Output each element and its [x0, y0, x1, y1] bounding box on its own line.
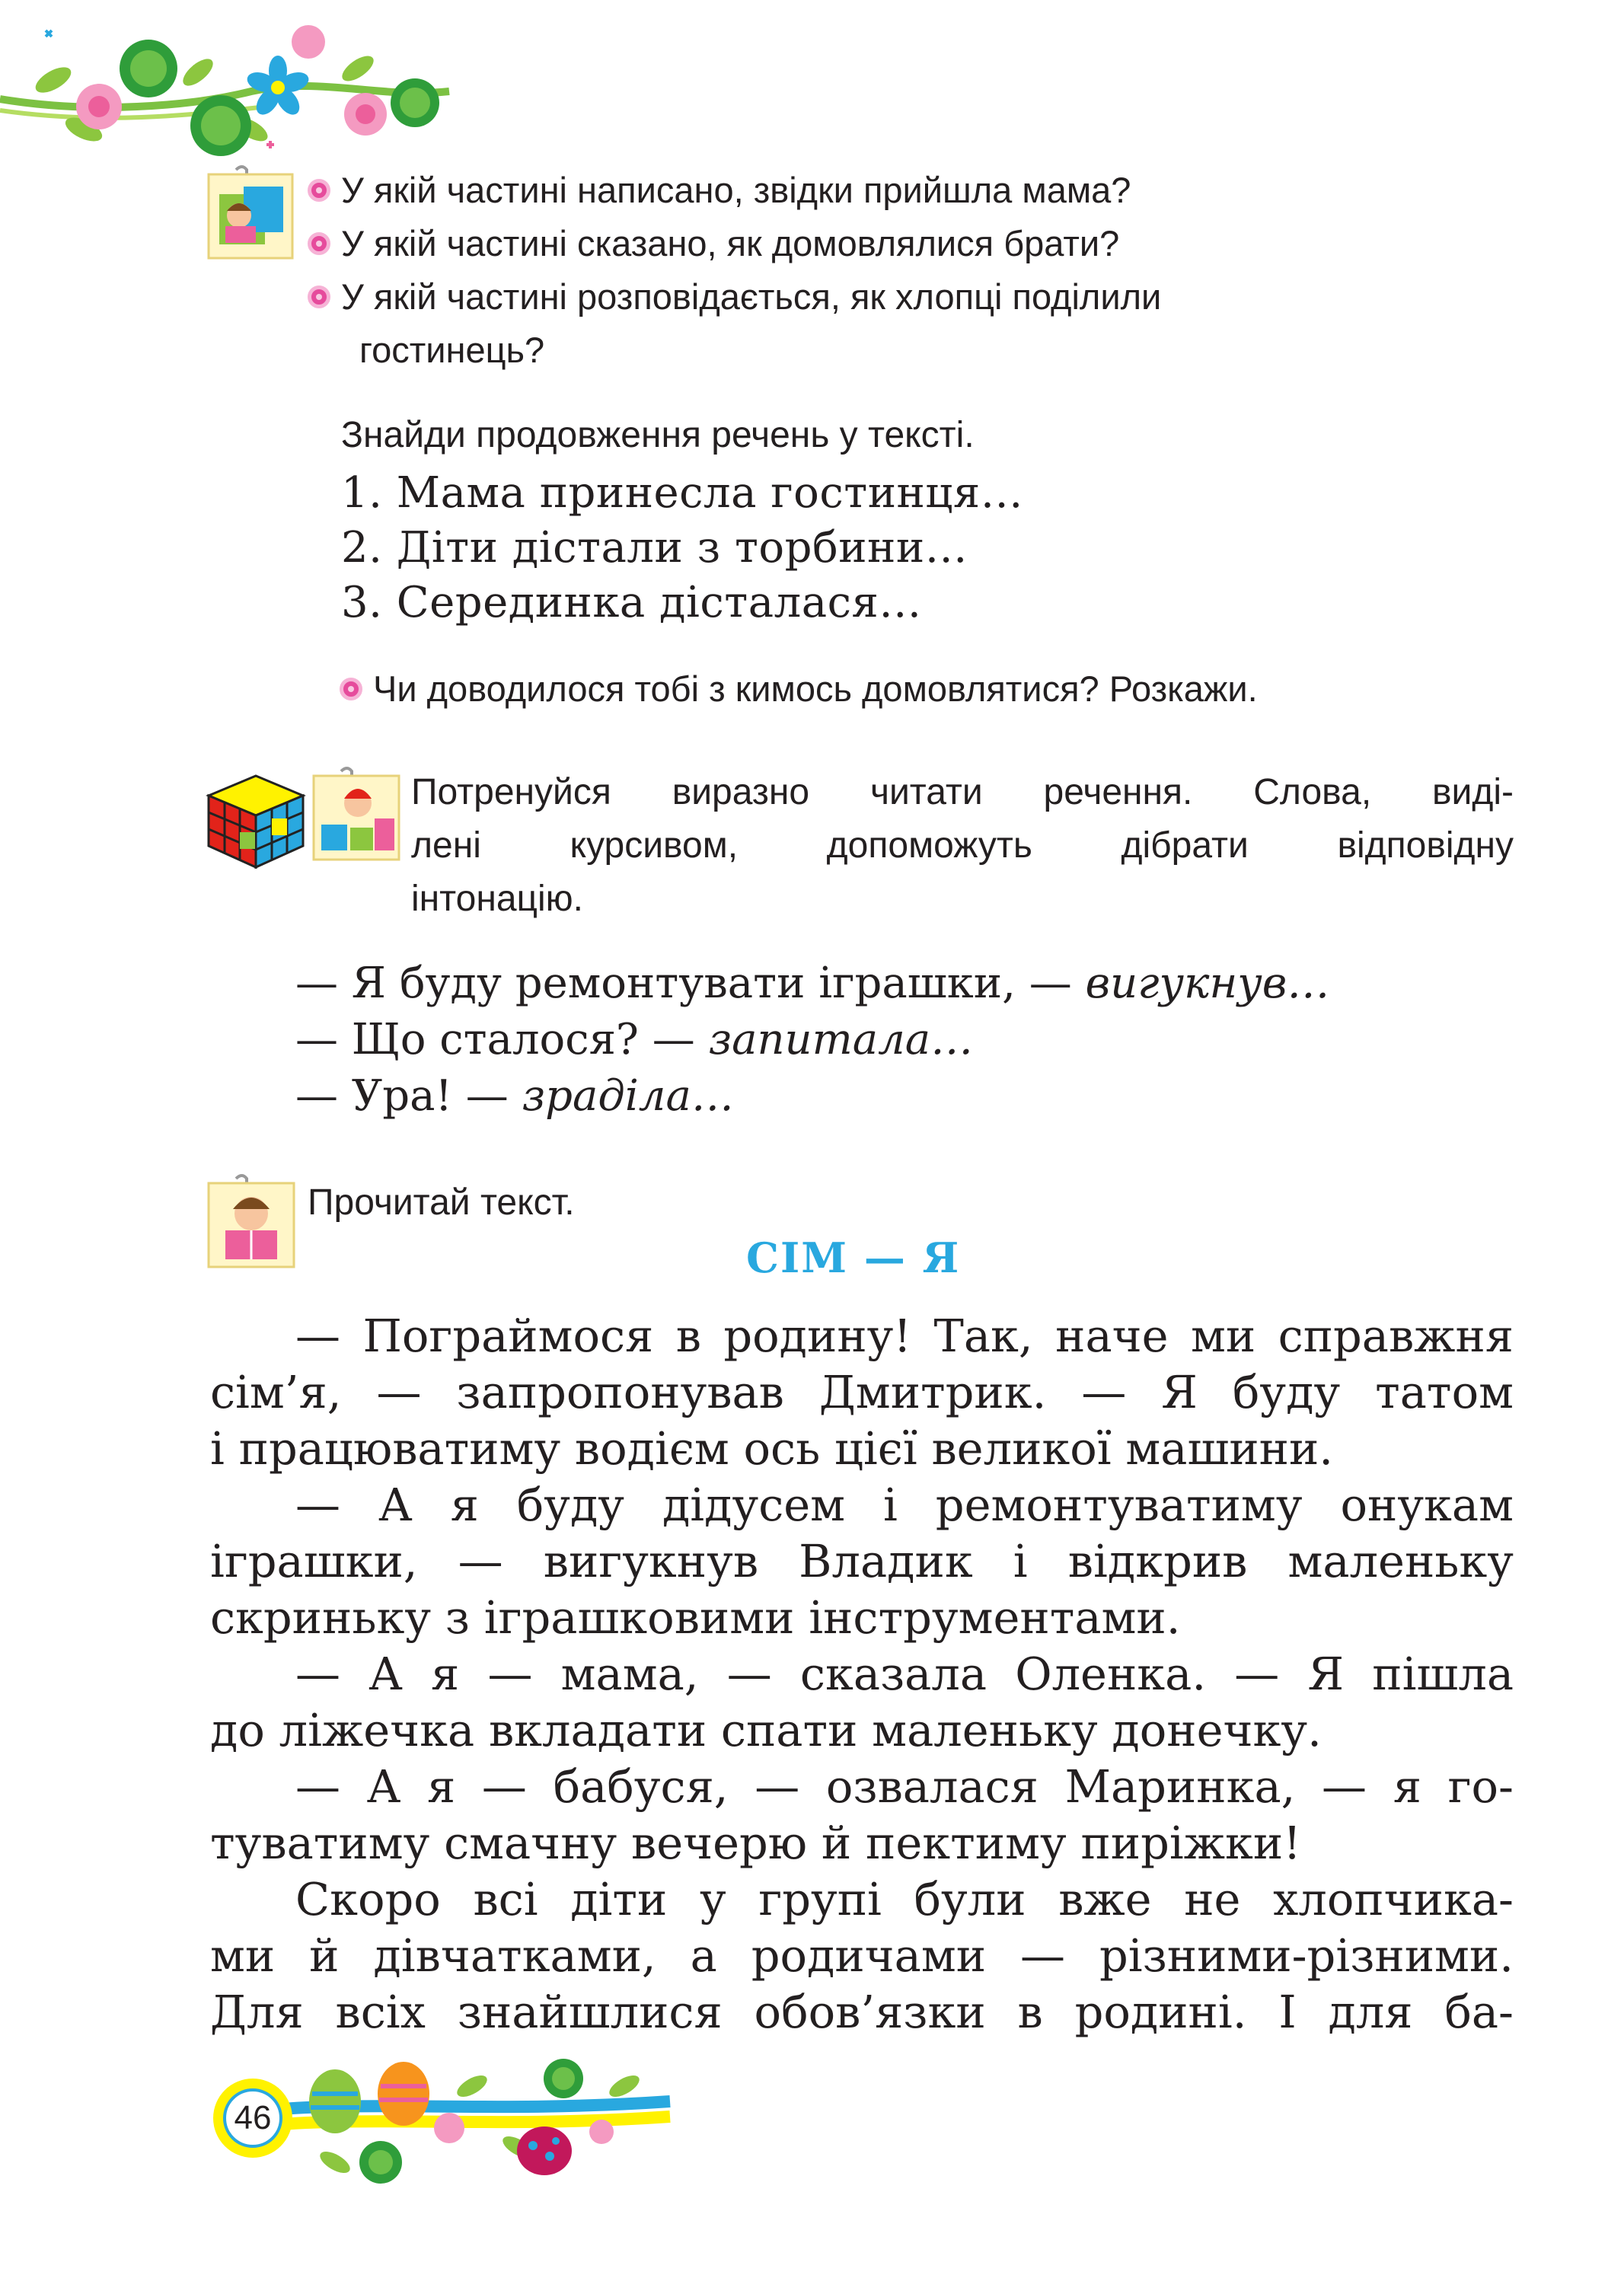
story-line-4: — А я буду дідусем і ремонтуватиму онукам: [295, 1479, 1514, 1531]
reading-book-icon: [206, 164, 295, 261]
question-discuss: Чи доводилося тобі з кимось домовлятися? Розкажи.: [340, 662, 1258, 716]
story-line-6: скриньку з іграшковими інструментами.: [210, 1591, 1181, 1644]
task-read-line-3: інтонацію.: [411, 879, 584, 919]
question-2: У якій частині сказано, як домовлялися брати?: [308, 217, 1119, 270]
story-line-2: сім’я, — запропонував Дмитрик. — Я буду татом: [210, 1366, 1514, 1418]
question-1: У якій частині написано, звідки прийшла мама?: [308, 164, 1131, 217]
story-line-1: — Пограймося в родину! Так, наче ми справжня: [295, 1310, 1514, 1362]
task-read-line-1: Потренуйся виразно читати речення. Слова, виді-: [411, 772, 1514, 812]
task-read-line-2: лені курсивом, допоможуть дібрати відповідну: [411, 825, 1514, 866]
child-reading-icon: [206, 1173, 297, 1270]
pink-bullet-icon: [308, 232, 330, 255]
story-line-5: іграшки, — вигукнув Владик і відкрив маленьку: [210, 1535, 1514, 1587]
rubiks-cube-icon: [204, 773, 308, 870]
story-line-11: Скоро всі діти у групі були вже не хлопчика-: [295, 1873, 1514, 1925]
sentence-3: 3. Серединка дісталася…: [341, 578, 922, 627]
sentence-2: 2. Діти дістали з торбини…: [341, 523, 968, 573]
page-number: 46: [223, 2088, 282, 2148]
story-line-12: ми й дівчатками, а родичами — різними-різними.: [210, 1929, 1514, 1982]
sentence-1: 1. Мама принесла гостинця…: [341, 468, 1024, 518]
pink-bullet-icon: [308, 286, 330, 308]
story-line-8: до ліжечка вкладати спати маленьку донечку.: [210, 1704, 1322, 1756]
dialog-line-1: — Я буду ремонтувати іграшки, — вигукнув…: [295, 959, 1330, 1008]
story-title: СІМ — Я: [746, 1233, 961, 1282]
toy-blocks-icon: [311, 765, 402, 863]
question-3: У якій частині розповідається, як хлопці поділили: [308, 270, 1161, 324]
story-line-10: туватиму смачну вечерю й пектиму пиріжки!: [210, 1817, 1301, 1869]
pink-bullet-icon: [340, 678, 362, 700]
dialog-line-2: — Що сталося? — запитала…: [295, 1015, 974, 1064]
question-3-continued: гостинець?: [359, 330, 545, 370]
story-text: [210, 1308, 1514, 2040]
page-number-badge: [213, 2079, 292, 2158]
story-line-9: — А я — бабуся, — озвалася Маринка, — я го-: [295, 1760, 1514, 1813]
story-line-13: Для всіх знайшлися обов’язки в родині. І для ба-: [210, 1986, 1514, 2038]
dialog-line-3: — Ура! — зраділа…: [295, 1071, 734, 1121]
task-read-text: Прочитай текст.: [308, 1182, 575, 1223]
task-read-expressively: [411, 766, 1514, 926]
task-find-continuation: Знайди продовження речень у тексті.: [341, 415, 975, 455]
story-line-7: — А я — мама, — сказала Оленка. — Я пішла: [295, 1648, 1514, 1700]
pink-bullet-icon: [308, 179, 330, 202]
story-line-3: і працюватиму водієм ось цієї великої машини.: [210, 1422, 1334, 1475]
floral-branch-top-icon: [0, 0, 457, 175]
